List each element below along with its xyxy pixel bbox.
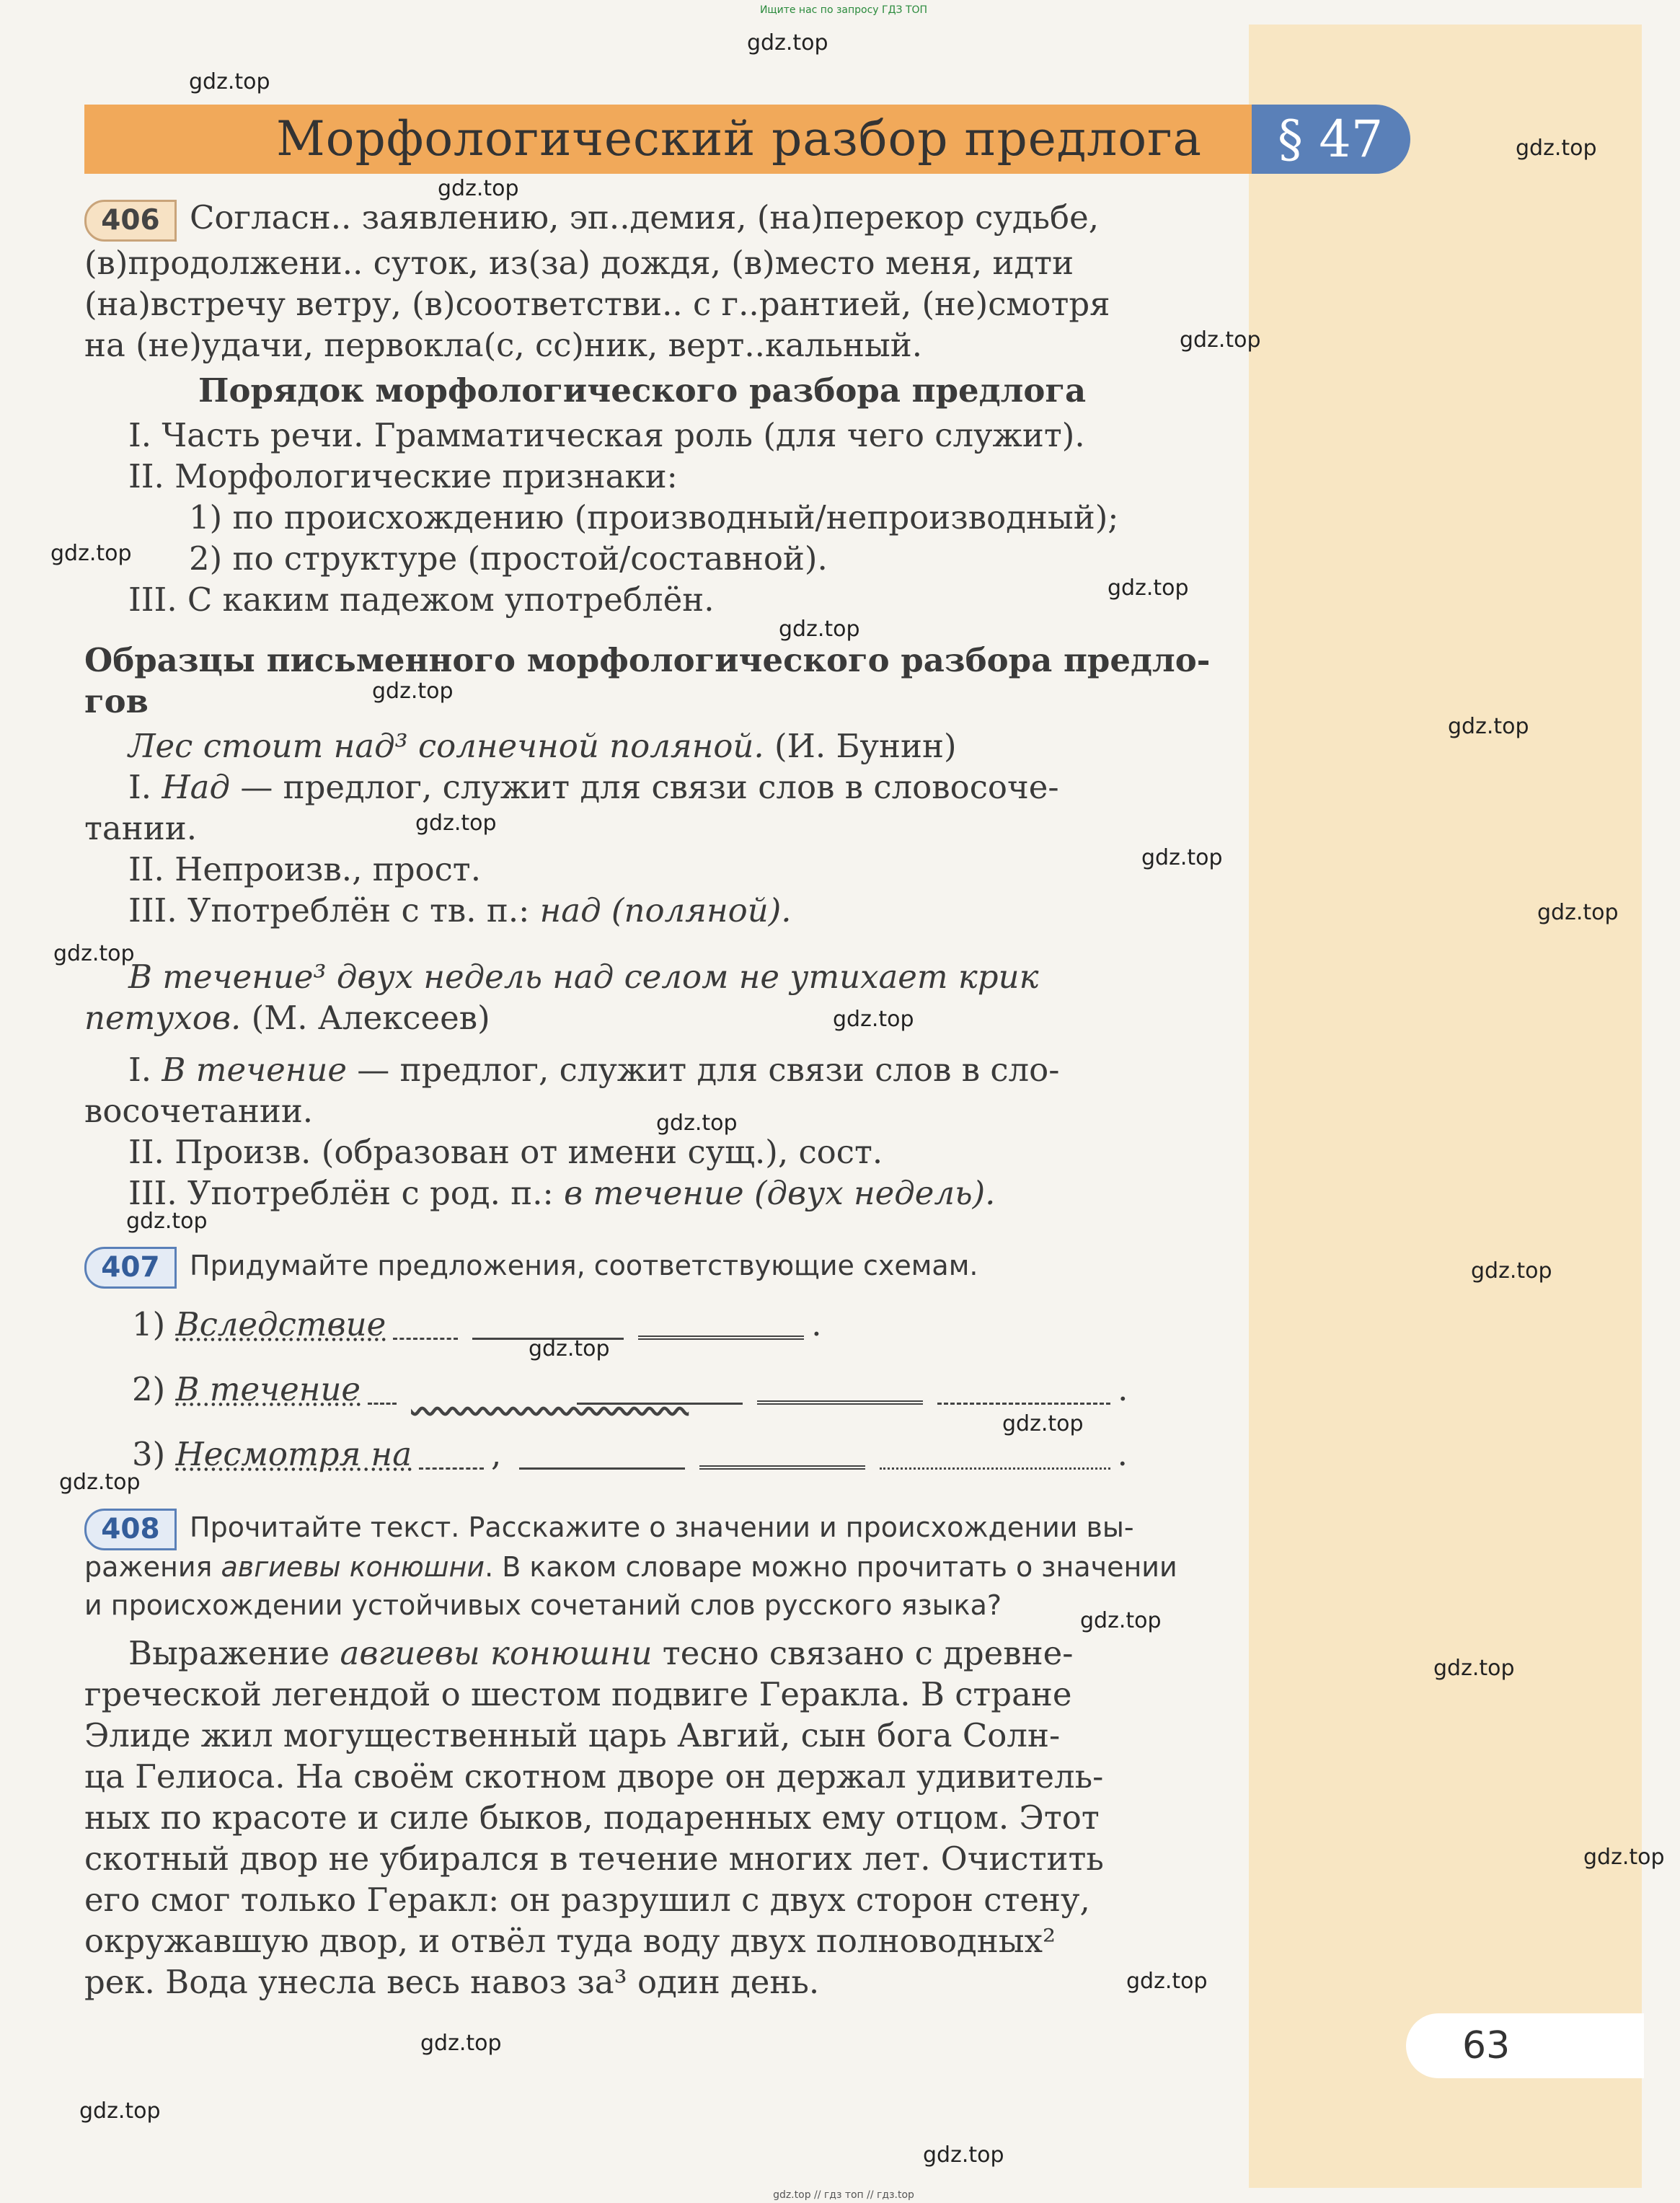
exercise-406-line: на (не)удачи, первокла(с, сс)ник, верт..кальный. bbox=[84, 326, 923, 364]
exercise-406-line: 406 Согласн.. заявлению, эп..демия, (на)перекор судьбе, bbox=[84, 197, 1202, 242]
watermark: gdz.top bbox=[1080, 1608, 1162, 1633]
samples-heading: Образцы письменного морфологического разбора предло- bbox=[84, 641, 1211, 679]
exercise-number-badge: 407 bbox=[84, 1247, 177, 1289]
watermark: gdz.top bbox=[59, 1470, 141, 1495]
watermark: gdz.top bbox=[1471, 1258, 1552, 1284]
exercise-408-task: 408 Прочитайте текст. Расскажите о значении и происхождении вы- bbox=[84, 1507, 1202, 1550]
exercise-406-line: (в)продолжени.. суток, из(за) дождя, (в)место меня, идти bbox=[84, 244, 1074, 282]
reading-text-line: скотный двор не убирался в течение многих лет. Очистить bbox=[84, 1840, 1104, 1878]
watermark: gdz.top bbox=[79, 2098, 161, 2124]
sample-sentence: петухов. (М. Алексеев) bbox=[84, 999, 490, 1037]
reading-text-line: рек. Вода унесла весь навоз за³ один день. bbox=[84, 1963, 820, 2001]
watermark: gdz.top bbox=[1583, 1845, 1665, 1870]
top-banner: Ищите нас по запросу ГДЗ ТОП bbox=[759, 4, 928, 16]
sample-analysis-line: III. Употреблён с тв. п.: над (поляной). bbox=[128, 891, 792, 930]
exercise-number-badge: 408 bbox=[84, 1509, 177, 1550]
reading-text-line: ца Гелиоса. На своём скотном дворе он держал удивитель- bbox=[84, 1757, 1104, 1796]
order-item: 2) по структуре (простой/составной). bbox=[189, 539, 828, 578]
reading-text-line: окружавшую двор, и отвёл туда воду двух полноводных² bbox=[84, 1922, 1056, 1960]
reading-text-line: греческой легендой о шестом подвиге Геракла. В стране bbox=[84, 1675, 1072, 1713]
watermark: gdz.top bbox=[438, 176, 519, 201]
reading-text-line: его смог только Геракл: он разрушил с двух сторон стену, bbox=[84, 1881, 1090, 1919]
scheme-line: 3) Несмотря на , . bbox=[132, 1435, 1128, 1473]
watermark: gdz.top bbox=[1002, 1411, 1084, 1436]
watermark: gdz.top bbox=[1516, 136, 1597, 161]
exercise-408-task: ражения авгиевы конюшни. В каком словаре можно прочитать о значении bbox=[84, 1551, 1177, 1583]
order-item: I. Часть речи. Грамматическая роль (для чего служит). bbox=[128, 416, 1085, 454]
sample-analysis-line: I. В течение — предлог, служит для связи слов в сло- bbox=[128, 1051, 1060, 1089]
watermark: gdz.top bbox=[923, 2142, 1004, 2168]
footer-banner: gdz.top // гдз топ // гдз.top bbox=[773, 2189, 914, 2201]
watermark: gdz.top bbox=[420, 2031, 502, 2056]
watermark: gdz.top bbox=[50, 541, 132, 566]
watermark: gdz.top bbox=[415, 811, 497, 836]
order-item: II. Морфологические признаки: bbox=[128, 457, 678, 495]
sample-analysis-line: II. Произв. (образован от имени сущ.), сост. bbox=[128, 1133, 883, 1171]
watermark: gdz.top bbox=[747, 30, 828, 56]
watermark: gdz.top bbox=[1141, 845, 1223, 870]
watermark: gdz.top bbox=[656, 1111, 738, 1136]
sample-analysis-line: I. Над — предлог, служит для связи слов в словосоче- bbox=[128, 768, 1059, 806]
scheme-line: 1) Вследствие . bbox=[132, 1305, 822, 1343]
watermark: gdz.top bbox=[189, 69, 270, 94]
page-title: Морфологический разбор предлога bbox=[276, 111, 1202, 167]
exercise-406-line: (на)встречу ветру, (в)соответстви.. с г..рантией, (не)смотря bbox=[84, 285, 1110, 323]
paragraph-badge: § 47 bbox=[1252, 105, 1410, 174]
sample-sentence: В течение³ двух недель над селом не утихает крик bbox=[128, 958, 1039, 996]
watermark: gdz.top bbox=[1126, 1969, 1208, 1994]
sample-analysis-line: III. Употреблён с род. п.: в течение (двух недель). bbox=[128, 1174, 996, 1212]
watermark: gdz.top bbox=[833, 1007, 914, 1032]
scheme-line: 2) В течение . bbox=[132, 1370, 1128, 1408]
reading-text-line: Выражение авгиевы конюшни тесно связано с древне- bbox=[128, 1634, 1074, 1672]
watermark: gdz.top bbox=[779, 617, 860, 642]
watermark: gdz.top bbox=[1433, 1656, 1515, 1681]
sample-analysis-line: тании. bbox=[84, 809, 198, 847]
watermark: gdz.top bbox=[1448, 714, 1529, 739]
exercise-number-badge: 406 bbox=[84, 200, 177, 242]
watermark: gdz.top bbox=[1108, 575, 1189, 601]
sample-sentence: Лес стоит над³ солнечной поляной. (И. Бунин) bbox=[128, 727, 957, 765]
order-item: 1) по происхождению (производный/непроизводный); bbox=[189, 498, 1119, 537]
exercise-408-task: и происхождении устойчивых сочетаний слов русского языка? bbox=[84, 1589, 1002, 1621]
reading-text-line: Элиде жил могущественный царь Авгий, сын бога Солн- bbox=[84, 1716, 1061, 1754]
watermark: gdz.top bbox=[372, 679, 454, 704]
samples-heading: гов bbox=[84, 682, 149, 720]
page-number: 63 bbox=[1406, 2013, 1644, 2078]
sample-analysis-line: восочетании. bbox=[84, 1092, 314, 1130]
exercise-407-task: 407 Придумайте предложения, соответствующие схемам. bbox=[84, 1245, 1202, 1289]
reading-text-line: ных по красоте и силе быков, подаренных ему отцом. Этот bbox=[84, 1798, 1100, 1837]
watermark: gdz.top bbox=[126, 1209, 208, 1234]
watermark: gdz.top bbox=[529, 1336, 610, 1361]
order-item: III. С каким падежом употреблён. bbox=[128, 580, 715, 619]
watermark: gdz.top bbox=[1180, 327, 1261, 353]
section-heading: Порядок морфологического разбора предлога bbox=[198, 371, 1087, 410]
watermark: gdz.top bbox=[1537, 900, 1619, 925]
watermark: gdz.top bbox=[53, 941, 135, 966]
sample-analysis-line: II. Непроизв., прост. bbox=[128, 850, 482, 888]
